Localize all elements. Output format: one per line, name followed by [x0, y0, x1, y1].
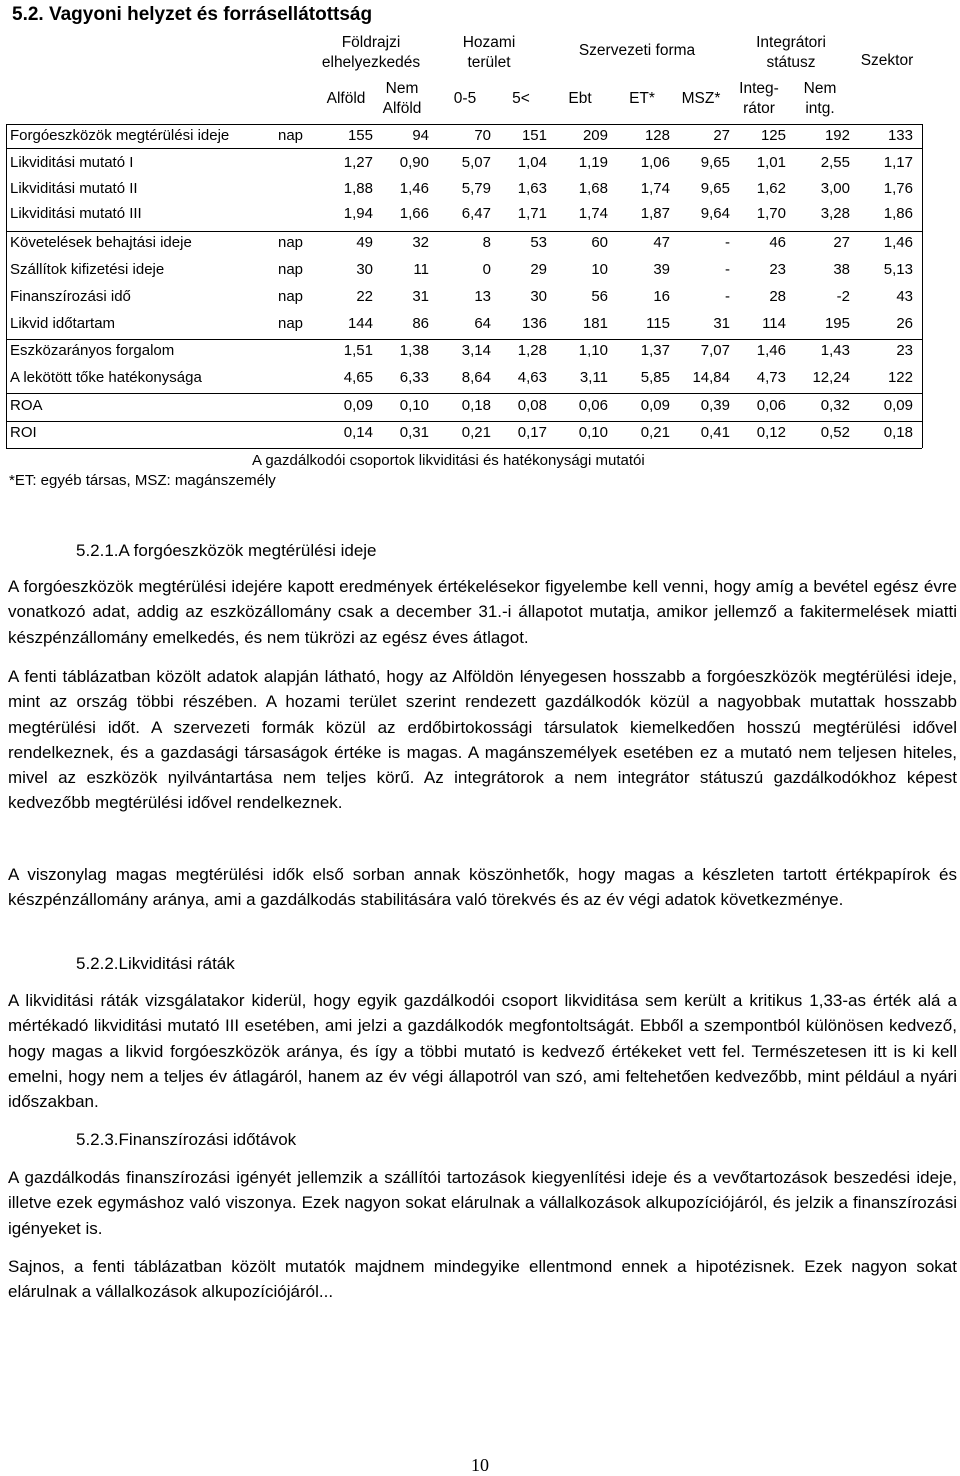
table-cell: 29	[530, 261, 547, 278]
table-cell: 136	[521, 315, 547, 332]
table-cell: 26	[896, 315, 913, 332]
subheader-0-5: 0-5	[453, 90, 477, 107]
table-cell: 181	[582, 315, 608, 332]
table-cell: 125	[760, 127, 786, 144]
row-label: Likvid időtartam	[10, 315, 116, 332]
table-cell: 195	[824, 315, 850, 332]
table-cell: 1,66	[399, 205, 429, 222]
table-cell: 1,27	[343, 154, 373, 171]
table-cell: 1,01	[756, 154, 786, 171]
table-cell: 1,28	[517, 342, 547, 359]
table-cell: 0,90	[399, 154, 429, 171]
table-cell: 14,84	[692, 369, 730, 386]
table-cell: -	[725, 234, 730, 251]
paragraph-4: A likviditási ráták vizsgálatakor kiderül, hogy egyik gazdálkodói csoport likviditása sem került a kritikus 1,33-as érték alá a mértékadó likviditási mutató III esetében, ami jelzi a gazdálkodók megfontoltságát. Ebből a szempontból különösen kedvező, hogy magas a likvid forgóeszközök aránya, és így a többi mutató is kedvező értékeket vett fel. Természetesen itt is ki kell emelni, hogy nem a teljes év átlagáról, hanem az év végi állapotról van szó, ami feltehetően kedvezőbb, mint például a nyári időszakban.	[8, 991, 957, 1112]
table-cell: 0,39	[700, 397, 730, 414]
table-cell: 1,46	[883, 234, 913, 251]
table-cell: 1,62	[756, 180, 786, 197]
indicator-table	[0, 0, 960, 500]
table-cell: 1,88	[343, 180, 373, 197]
section-5-2-3: 5.2.3.Finanszírozási időtávok	[76, 1130, 297, 1149]
table-cell: 1,43	[820, 342, 850, 359]
table-cell: 30	[356, 261, 373, 278]
table-cell: 0,31	[399, 424, 429, 441]
table-cell: -	[725, 288, 730, 305]
subheader-msz: MSZ*	[681, 90, 721, 107]
table-cell: 0,08	[517, 397, 547, 414]
table-cell: 0,14	[343, 424, 373, 441]
table-cell: 1,38	[399, 342, 429, 359]
table-cell: 28	[769, 288, 786, 305]
header-hozami: Hozami terület	[462, 34, 516, 71]
section-title: 5.2. Vagyoni helyzet és forrásellátottság	[12, 4, 373, 25]
section-5-2-1: 5.2.1.A forgóeszközök megtérülési ideje	[76, 541, 377, 560]
row-label: Követelések behajtási ideje	[10, 234, 192, 251]
table-cell: 3,11	[579, 369, 608, 386]
table-cell: 133	[887, 127, 913, 144]
table-cell: 122	[887, 369, 913, 386]
table-cell: 5,85	[640, 369, 670, 386]
table-cell: 1,10	[578, 342, 608, 359]
table-cell: 1,37	[640, 342, 670, 359]
header-integratori: Integrátori státusz	[756, 34, 826, 71]
table-cell: 0,09	[343, 397, 373, 414]
table-cell: 155	[347, 127, 373, 144]
table-cell: 9,65	[700, 154, 730, 171]
table-cell: 5,13	[883, 261, 913, 278]
paragraph-6: Sajnos, a fenti táblázatban közölt mutatók majdnem mindegyike ellentmond ennek a hipotézisnek. Ezek nagyon sokat elárulnak a vállalkozások alkupozíciójáról...	[8, 1257, 957, 1302]
row-label: Likviditási mutató II	[10, 180, 138, 197]
table-cell: 11	[413, 261, 429, 278]
table-cell: 151	[521, 127, 547, 144]
subheader-integrator: Integ-rátor	[739, 80, 779, 117]
table-cell: 0,52	[820, 424, 850, 441]
table-cell: 32	[412, 234, 429, 251]
table-cell: -	[725, 261, 730, 278]
table-cell: 0	[482, 261, 491, 278]
table-cell: 128	[644, 127, 670, 144]
table-cell: 56	[591, 288, 608, 305]
table-cell: 8,64	[461, 369, 491, 386]
table-cell: 39	[653, 261, 670, 278]
table-cell: 5,79	[461, 180, 491, 197]
table-cell: 1,68	[578, 180, 608, 197]
subheader-et: ET*	[629, 90, 655, 107]
table-cell: 1,06	[640, 154, 670, 171]
table-cell: 27	[713, 127, 730, 144]
table-cell: 49	[356, 234, 373, 251]
table-cell: 23	[769, 261, 786, 278]
row-unit: nap	[278, 127, 304, 144]
table-cell: 1,70	[756, 205, 786, 222]
table-cell: 192	[824, 127, 850, 144]
subheader-5plus: 5<	[512, 90, 530, 107]
subheader-nem-alfold: Nem Alföld	[382, 80, 422, 117]
table-cell: 1,19	[578, 154, 608, 171]
table-cell: 0,09	[883, 397, 913, 414]
table-cell: 94	[412, 127, 429, 144]
table-cell: 0,06	[578, 397, 608, 414]
table-cell: 0,12	[756, 424, 786, 441]
table-cell: 47	[653, 234, 670, 251]
table-cell: 4,65	[343, 369, 373, 386]
table-cell: 1,17	[883, 154, 913, 171]
table-cell: 0,18	[461, 397, 491, 414]
row-label: Szállítok kifizetési ideje	[10, 261, 165, 278]
table-cell: 1,94	[343, 205, 373, 222]
table-cell: 0,21	[640, 424, 670, 441]
table-cell: 209	[582, 127, 608, 144]
table-cell: 6,47	[461, 205, 491, 222]
page-number: 10	[471, 1455, 489, 1475]
table-cell: 0,41	[700, 424, 730, 441]
row-label: Finanszírozási idő	[10, 288, 131, 305]
table-cell: 5,07	[461, 154, 491, 171]
row-label: Likviditási mutató I	[10, 154, 134, 171]
table-cell: 27	[833, 234, 850, 251]
table-cell: 6,33	[399, 369, 429, 386]
table-cell: 64	[474, 315, 491, 332]
table-cell: 7,07	[700, 342, 730, 359]
table-cell: 1,76	[883, 180, 913, 197]
row-unit: nap	[278, 234, 304, 251]
header-szektor: Szektor	[860, 52, 914, 69]
row-label: Likviditási mutató III	[10, 205, 142, 222]
table-cell: 60	[591, 234, 608, 251]
table-cell: 31	[412, 288, 429, 305]
table-cell: 3,00	[820, 180, 850, 197]
subheader-nem-intg: Nem intg.	[803, 80, 837, 117]
table-cell: 0,18	[883, 424, 913, 441]
table-footnote: *ET: egyéb társas, MSZ: magánszemély	[9, 472, 276, 489]
row-unit: nap	[278, 315, 304, 332]
header-geo: Földrajzi elhelyezkedés	[321, 34, 421, 71]
table-cell: 43	[896, 288, 913, 305]
table-cell: 1,46	[756, 342, 786, 359]
table-caption: A gazdálkodói csoportok likviditási és hatékonysági mutatói	[252, 452, 645, 469]
paragraph-1: A forgóeszközök megtérülési idejére kapott eredmények értékelésekor figyelembe kell venni, hogy amíg a bevétel egész évre vonatkozó adat, addig az eszközállomány csak a december 31.-i állapotot mutatja, amikor jellemző a fakitermelések miatti készpénzállomány emelkedés, és nem tükrözi az egész éves átlagot.	[8, 577, 957, 647]
table-cell: 8	[482, 234, 491, 251]
table-cell: 23	[896, 342, 913, 359]
table-cell: 3,14	[461, 342, 491, 359]
table-cell: 13	[474, 288, 491, 305]
table-cell: -2	[836, 288, 850, 305]
table-cell: 0,09	[640, 397, 670, 414]
table-cell: 0,06	[756, 397, 786, 414]
table-cell: 30	[530, 288, 547, 305]
row-label: ROI	[10, 424, 37, 441]
table-cell: 9,65	[700, 180, 730, 197]
table-cell: 2,55	[820, 154, 850, 171]
table-cell: 1,86	[883, 205, 913, 222]
table-cell: 46	[769, 234, 786, 251]
table-cell: 86	[412, 315, 429, 332]
table-cell: 16	[653, 288, 670, 305]
paragraph-2: A fenti táblázatban közölt adatok alapján látható, hogy az Alföldön lényegesen hosszabb a forgóeszközök megtérülési ideje, mint az ország többi részében. A hozami terület szerint rendezett gazdálkodók közül a nagyobbak mutattak hosszabb megtérülési időt. A szervezeti formák közül az erdőbirtokossági társulatok kiemelkedően hosszú megtérülési idővel rendelkeznek, és a gazdasági társaságok értéke is magas. A magánszemélyek esetében ez a mutató nem teljesen hiteles, mivel az eszközök nyilvántartása nem teljes körű. Az integrátorok a nem integrátor státuszú gazdálkodókhoz képest kedvezőbb megtérülési idővel rendelkeznek.	[8, 667, 957, 813]
table-cell: 0,17	[517, 424, 547, 441]
table-cell: 1,87	[640, 205, 670, 222]
table-cell: 1,46	[399, 180, 429, 197]
table-cell: 10	[591, 261, 608, 278]
table-cell: 0,21	[461, 424, 491, 441]
subheader-alfold: Alföld	[326, 90, 366, 107]
row-label: A lekötött tőke hatékonysága	[10, 369, 202, 386]
table-cell: 4,63	[517, 369, 547, 386]
table-cell: 12,24	[812, 369, 850, 386]
table-cell: 22	[356, 288, 373, 305]
table-cell: 1,74	[578, 205, 608, 222]
table-cell: 70	[474, 127, 491, 144]
table-cell: 53	[530, 234, 547, 251]
table-cell: 3,28	[820, 205, 850, 222]
table-cell: 1,04	[517, 154, 547, 171]
table-cell: 1,74	[640, 180, 670, 197]
row-label: ROA	[10, 397, 43, 414]
table-cell: 144	[347, 315, 373, 332]
row-unit: nap	[278, 288, 304, 305]
table-cell: 115	[646, 315, 670, 332]
table-cell: 0,32	[820, 397, 850, 414]
table-cell: 4,73	[756, 369, 786, 386]
subheader-ebt: Ebt	[568, 90, 592, 107]
table-cell: 1,63	[517, 180, 547, 197]
table-cell: 31	[713, 315, 730, 332]
table-cell: 1,51	[343, 342, 373, 359]
table-cell: 9,64	[700, 205, 730, 222]
row-label: Forgóeszközök megtérülési ideje	[10, 127, 230, 144]
table-cell: 0,10	[578, 424, 608, 441]
paragraph-3: A viszonylag magas megtérülési idők első sorban annak köszönhetők, hogy magas a készleten tartott értékpapírok és készpénzállomány aránya, ami a gazdálkodás stabilitására való törekvés és az év végi adatok következménye.	[8, 865, 957, 910]
header-szervezeti: Szervezeti forma	[578, 42, 696, 59]
row-unit: nap	[278, 261, 304, 278]
paragraph-5: A gazdálkodás finanszírozási igényét jellemzik a szállítói tartozások kiegyenlítési ideje és a vevőtartozások beszedési ideje, illetve ezek egymáshoz való viszonya. Ezek nagyon sokat elárulnak a vállalkozások alkupozíciójáról, és jelzik a finanszírozási igényeket is.	[8, 1168, 957, 1238]
row-label: Eszközarányos forgalom	[10, 342, 175, 359]
table-cell: 0,10	[399, 397, 429, 414]
section-5-2-2: 5.2.2.Likviditási ráták	[76, 954, 235, 973]
table-cell: 114	[762, 315, 786, 332]
table-cell: 38	[833, 261, 850, 278]
table-cell: 1,71	[517, 205, 547, 222]
